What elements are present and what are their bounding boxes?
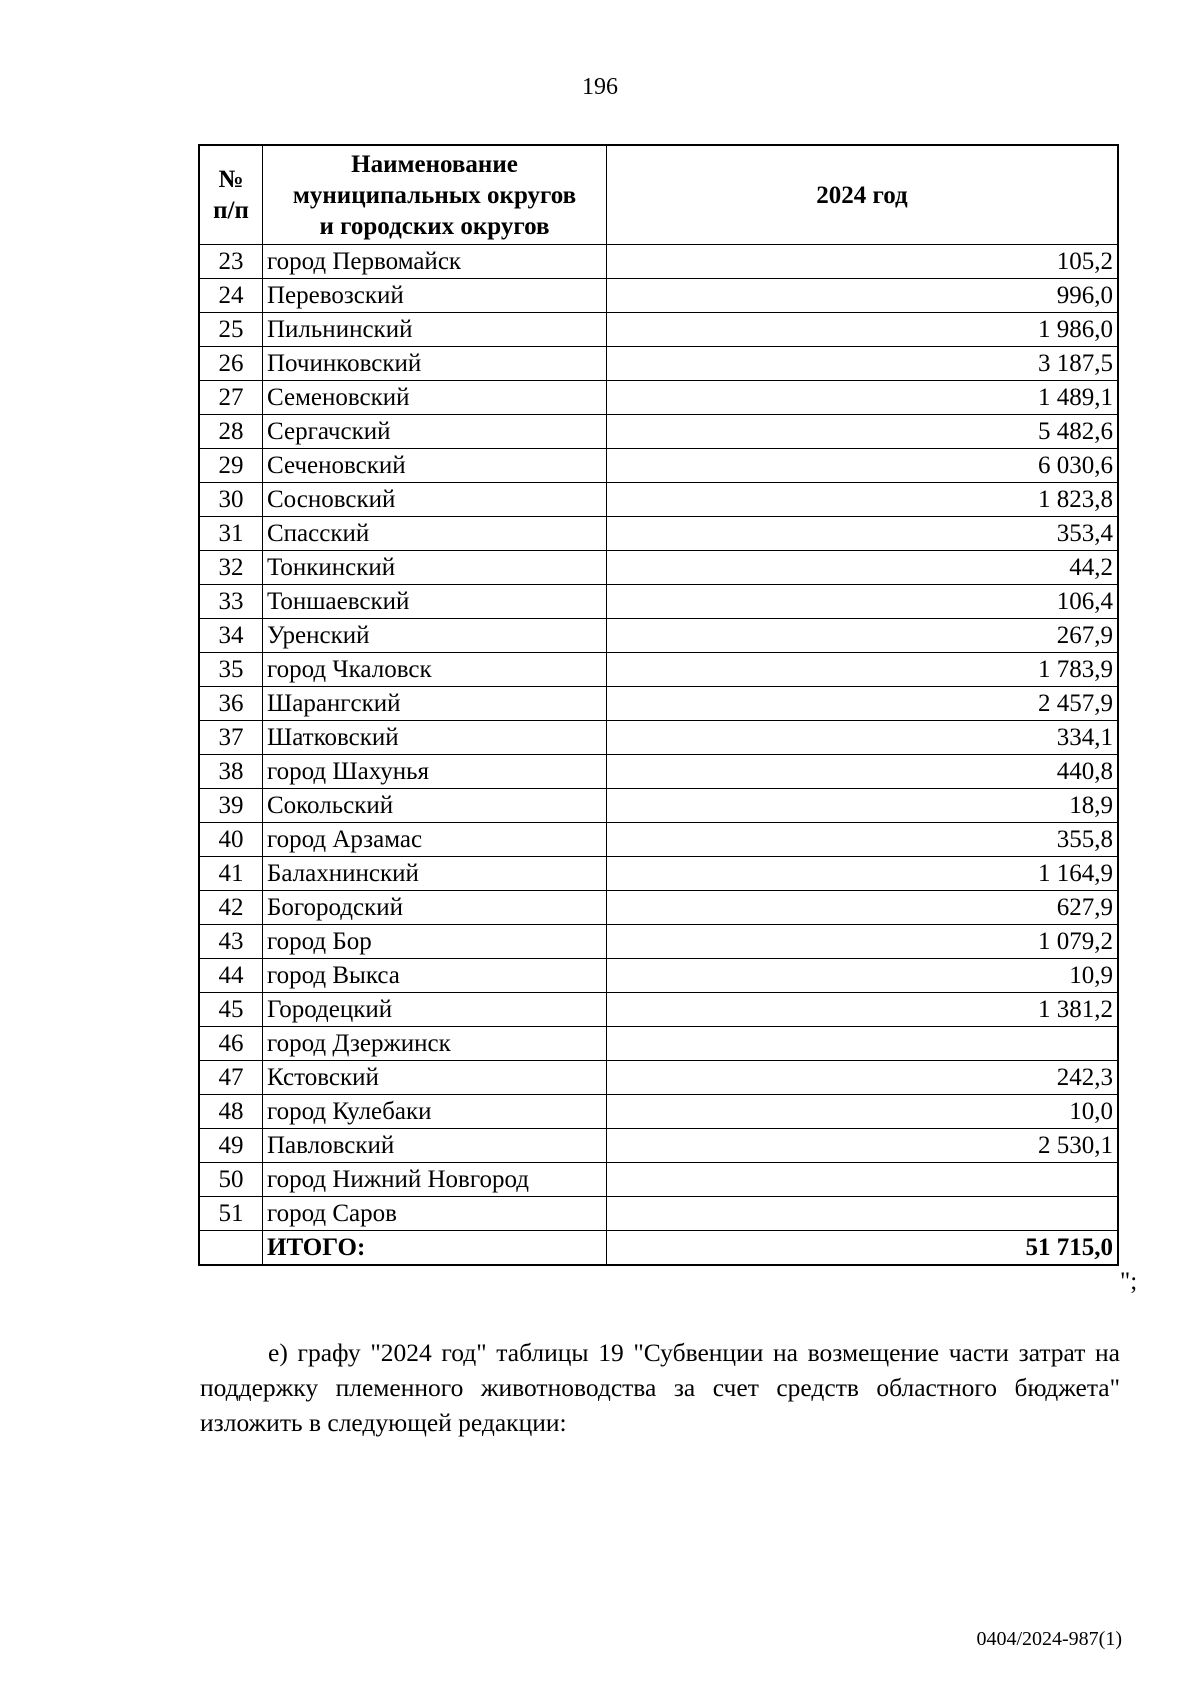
table-row: [199, 687, 1118, 721]
row-value: 2 457,9: [607, 687, 1119, 721]
table-row: [199, 993, 1118, 1027]
row-number: 38: [199, 755, 263, 789]
row-value: 10,0: [607, 1095, 1119, 1129]
table-row: [199, 245, 1118, 279]
row-number: 32: [199, 551, 263, 585]
row-name: Тоншаевский: [263, 585, 607, 619]
row-value: 106,4: [607, 585, 1119, 619]
table-row: [199, 1027, 1118, 1061]
row-name: Шарангский: [263, 687, 607, 721]
table-row: [199, 347, 1118, 381]
row-name: город Кулебаки: [263, 1095, 607, 1129]
table-row: [199, 959, 1118, 993]
row-name: город Дзержинск: [263, 1027, 607, 1061]
row-name: Балахнинский: [263, 857, 607, 891]
header-number: [199, 145, 263, 245]
row-number: 36: [199, 687, 263, 721]
row-value: 3 187,5: [607, 347, 1119, 381]
row-number: 40: [199, 823, 263, 857]
row-number: 43: [199, 925, 263, 959]
table-row: [199, 619, 1118, 653]
row-value: 1 783,9: [607, 653, 1119, 687]
row-number: 23: [199, 245, 263, 279]
row-name: Пильнинский: [263, 313, 607, 347]
row-value: 440,8: [607, 755, 1119, 789]
row-number: 47: [199, 1061, 263, 1095]
table-row: [199, 1095, 1118, 1129]
row-name: Перевозский: [263, 279, 607, 313]
row-number: 28: [199, 415, 263, 449]
row-name: город Выкса: [263, 959, 607, 993]
subvention-table: [198, 144, 1119, 1266]
row-name: Тонкинский: [263, 551, 607, 585]
row-name: Спасский: [263, 517, 607, 551]
row-number: 31: [199, 517, 263, 551]
row-name: город Саров: [263, 1197, 607, 1231]
header-year: 2024 год: [607, 145, 1119, 245]
row-name: город Чкаловск: [263, 653, 607, 687]
table-row: [199, 313, 1118, 347]
row-number: 30: [199, 483, 263, 517]
table-row: [199, 1129, 1118, 1163]
table-row: [199, 721, 1118, 755]
row-name: Богородский: [263, 891, 607, 925]
row-value: 627,9: [607, 891, 1119, 925]
table-row: [199, 823, 1118, 857]
row-value: 1 164,9: [607, 857, 1119, 891]
row-value: 996,0: [607, 279, 1119, 313]
total-row: [199, 1231, 1118, 1266]
table-row: [199, 483, 1118, 517]
row-name: город Первомайск: [263, 245, 607, 279]
table-row: [199, 789, 1118, 823]
closing-quote: ";: [1120, 1268, 1138, 1295]
amendment-paragraph: е) графу "2024 год" таблицы 19 "Субвенции на возмещение части затрат на поддержку племенного животноводства за счет средств областного бюджета" изложить в следующей редакции:: [200, 1338, 1120, 1437]
row-value: 334,1: [607, 721, 1119, 755]
row-number: 48: [199, 1095, 263, 1129]
table-row: [199, 279, 1118, 313]
row-number: 51: [199, 1197, 263, 1231]
row-number: 34: [199, 619, 263, 653]
table-row: [199, 585, 1118, 619]
table-row: [199, 551, 1118, 585]
row-value: 6 030,6: [607, 449, 1119, 483]
row-number: 41: [199, 857, 263, 891]
row-name: Сеченовский: [263, 449, 607, 483]
table-row: [199, 891, 1118, 925]
row-number: 35: [199, 653, 263, 687]
row-value: 1 381,2: [607, 993, 1119, 1027]
row-name: Павловский: [263, 1129, 607, 1163]
table-row: [199, 1061, 1118, 1095]
row-number: 24: [199, 279, 263, 313]
table-row: [199, 381, 1118, 415]
row-value: [607, 1197, 1119, 1231]
row-name: город Нижний Новгород: [263, 1163, 607, 1197]
total-empty-cell: [199, 1231, 263, 1266]
row-name: Сергачский: [263, 415, 607, 449]
row-number: 33: [199, 585, 263, 619]
row-number: 50: [199, 1163, 263, 1197]
row-number: 49: [199, 1129, 263, 1163]
table-body: [199, 245, 1118, 1266]
header-name-text: Наименование муниципальных округов и городских округов: [292, 150, 577, 240]
row-name: город Арзамас: [263, 823, 607, 857]
total-label: ИТОГО:: [263, 1231, 607, 1266]
table-row: [199, 1197, 1118, 1231]
row-value: 44,2: [607, 551, 1119, 585]
row-value: 1 489,1: [607, 381, 1119, 415]
row-name: Сосновский: [263, 483, 607, 517]
row-value: 1 823,8: [607, 483, 1119, 517]
row-name: Семеновский: [263, 381, 607, 415]
row-number: 45: [199, 993, 263, 1027]
row-name: Сокольский: [263, 789, 607, 823]
row-number: 29: [199, 449, 263, 483]
page-number: 196: [582, 74, 618, 100]
table-row: [199, 925, 1118, 959]
row-number: 37: [199, 721, 263, 755]
row-value: 355,8: [607, 823, 1119, 857]
row-number: 26: [199, 347, 263, 381]
row-value: 105,2: [607, 245, 1119, 279]
row-number: 27: [199, 381, 263, 415]
table-row: [199, 653, 1118, 687]
row-name: город Шахунья: [263, 755, 607, 789]
row-number: 46: [199, 1027, 263, 1061]
row-value: 2 530,1: [607, 1129, 1119, 1163]
table-row: [199, 517, 1118, 551]
row-value: 18,9: [607, 789, 1119, 823]
row-number: 39: [199, 789, 263, 823]
row-value: 10,9: [607, 959, 1119, 993]
row-value: 267,9: [607, 619, 1119, 653]
table-row: [199, 1163, 1118, 1197]
row-value: 1 986,0: [607, 313, 1119, 347]
row-name: Уренский: [263, 619, 607, 653]
total-value: 51 715,0: [607, 1231, 1119, 1266]
table-header-row: [199, 145, 1118, 245]
table-row: [199, 857, 1118, 891]
row-number: 42: [199, 891, 263, 925]
table-row: [199, 449, 1118, 483]
row-name: Городецкий: [263, 993, 607, 1027]
row-number: 25: [199, 313, 263, 347]
row-name: Починковский: [263, 347, 607, 381]
row-value: 5 482,6: [607, 415, 1119, 449]
table-row: [199, 755, 1118, 789]
row-value: 353,4: [607, 517, 1119, 551]
document-code: 0404/2024-987(1): [976, 1628, 1122, 1650]
row-name: город Бор: [263, 925, 607, 959]
row-name: Шатковский: [263, 721, 607, 755]
row-name: Кстовский: [263, 1061, 607, 1095]
row-value: [607, 1163, 1119, 1197]
header-name: [263, 145, 607, 245]
table-row: [199, 415, 1118, 449]
row-value: [607, 1027, 1119, 1061]
row-value: 1 079,2: [607, 925, 1119, 959]
header-number-text: № п/п: [213, 166, 249, 224]
row-number: 44: [199, 959, 263, 993]
row-value: 242,3: [607, 1061, 1119, 1095]
